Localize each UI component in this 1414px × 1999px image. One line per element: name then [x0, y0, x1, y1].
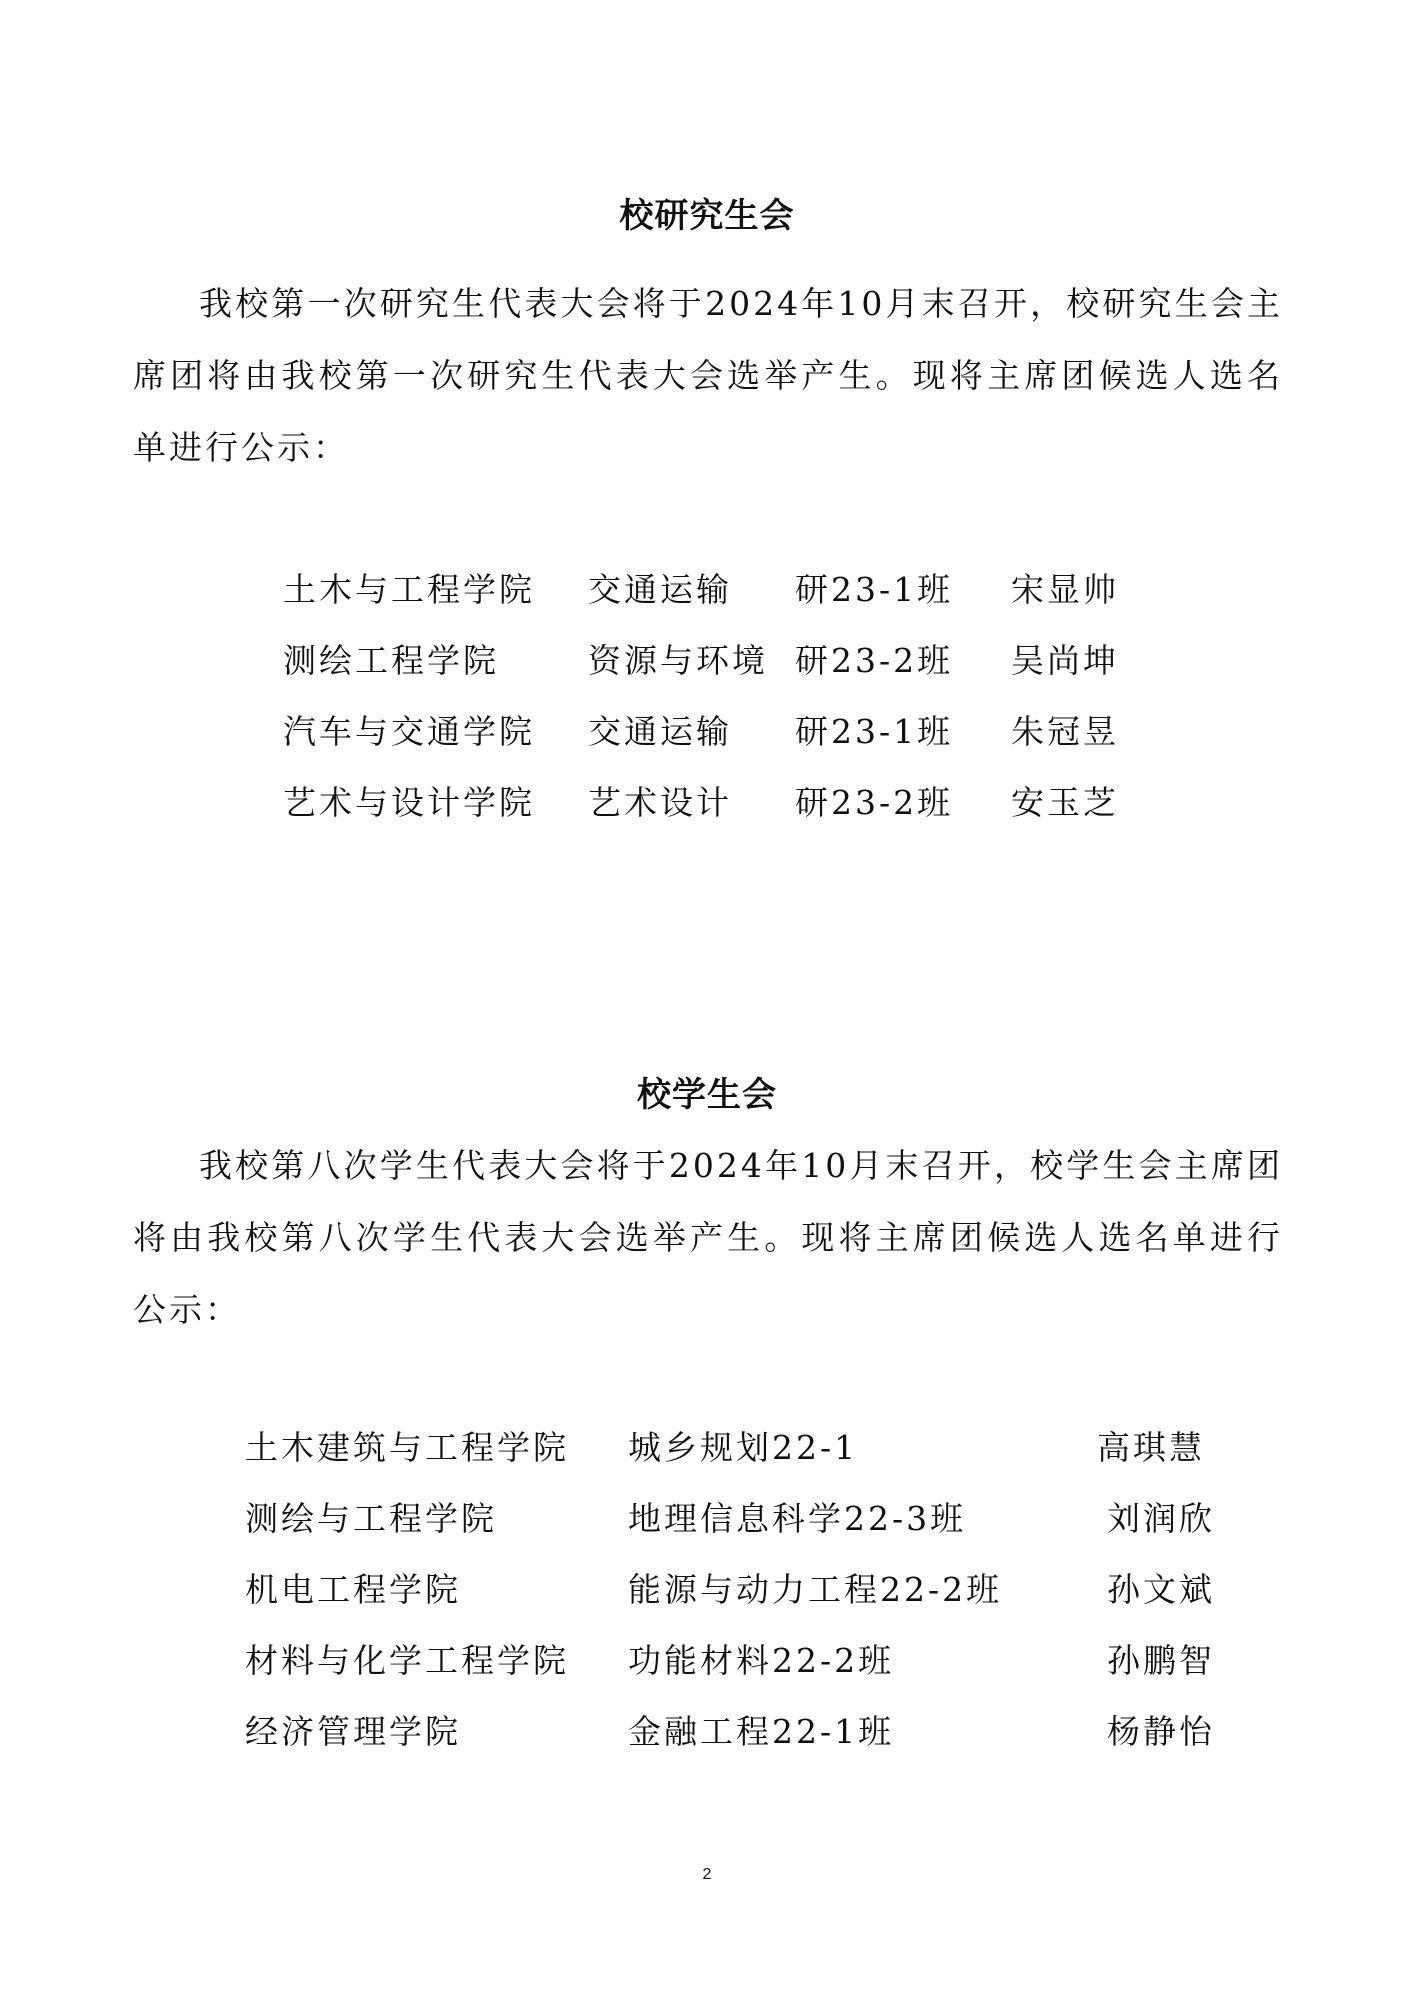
- page-number: 2: [702, 1866, 712, 1883]
- candidate-major: 交通运输: [588, 570, 732, 609]
- candidate-college: 测绘工程学院: [283, 641, 499, 680]
- candidate-name: 安玉芝: [1011, 783, 1119, 822]
- candidate-name: 孙鹏智: [1107, 1641, 1215, 1680]
- candidate-college: 机电工程学院: [245, 1570, 461, 1609]
- candidate-class: 能源与动力工程22-2班: [628, 1570, 1003, 1609]
- candidate-class: 研23-2班: [795, 783, 954, 822]
- grad-section-title: 校研究生会: [619, 196, 795, 236]
- candidate-name: 杨静怡: [1107, 1712, 1215, 1751]
- candidate-name: 刘润欣: [1107, 1499, 1215, 1538]
- candidate-class: 功能材料22-2班: [628, 1641, 895, 1680]
- candidate-college: 测绘与工程学院: [245, 1499, 497, 1538]
- candidate-college: 土木建筑与工程学院: [245, 1428, 569, 1467]
- candidate-major: 艺术设计: [588, 783, 732, 822]
- candidate-major: 交通运输: [588, 712, 732, 751]
- candidate-college: 土木与工程学院: [283, 570, 535, 609]
- candidate-class: 研23-1班: [795, 570, 954, 609]
- candidate-name: 孙文斌: [1107, 1570, 1215, 1609]
- candidate-college: 经济管理学院: [245, 1712, 461, 1751]
- candidate-class: 地理信息科学22-3班: [628, 1499, 967, 1538]
- candidate-college: 艺术与设计学院: [283, 783, 535, 822]
- candidate-name: 吴尚坤: [1011, 641, 1119, 680]
- candidate-major: 资源与环境: [588, 641, 768, 680]
- grad-section-paragraph: 我校第一次研究生代表大会将于2024年10月末召开，校研究生会主席团将由我校第一次研究生代表大会选举产生。现将主席团候选人选名单进行公示：: [133, 284, 1283, 467]
- undergrad-section-title: 校学生会: [637, 1075, 777, 1115]
- candidate-name: 朱冠昱: [1011, 712, 1119, 751]
- candidate-class: 金融工程22-1班: [628, 1712, 895, 1751]
- candidate-class: 研23-2班: [795, 641, 954, 680]
- undergrad-section-paragraph: 我校第八次学生代表大会将于2024年10月末召开，校学生会主席团将由我校第八次学生代表大会选举产生。现将主席团候选人选名单进行公示：: [133, 1146, 1283, 1329]
- candidate-class: 研23-1班: [795, 712, 954, 751]
- candidate-college: 材料与化学工程学院: [245, 1641, 569, 1680]
- candidate-college: 汽车与交通学院: [283, 712, 535, 751]
- candidate-name: 高琪慧: [1097, 1428, 1205, 1467]
- candidate-name: 宋显帅: [1011, 570, 1119, 609]
- candidate-class: 城乡规划22-1: [628, 1428, 859, 1467]
